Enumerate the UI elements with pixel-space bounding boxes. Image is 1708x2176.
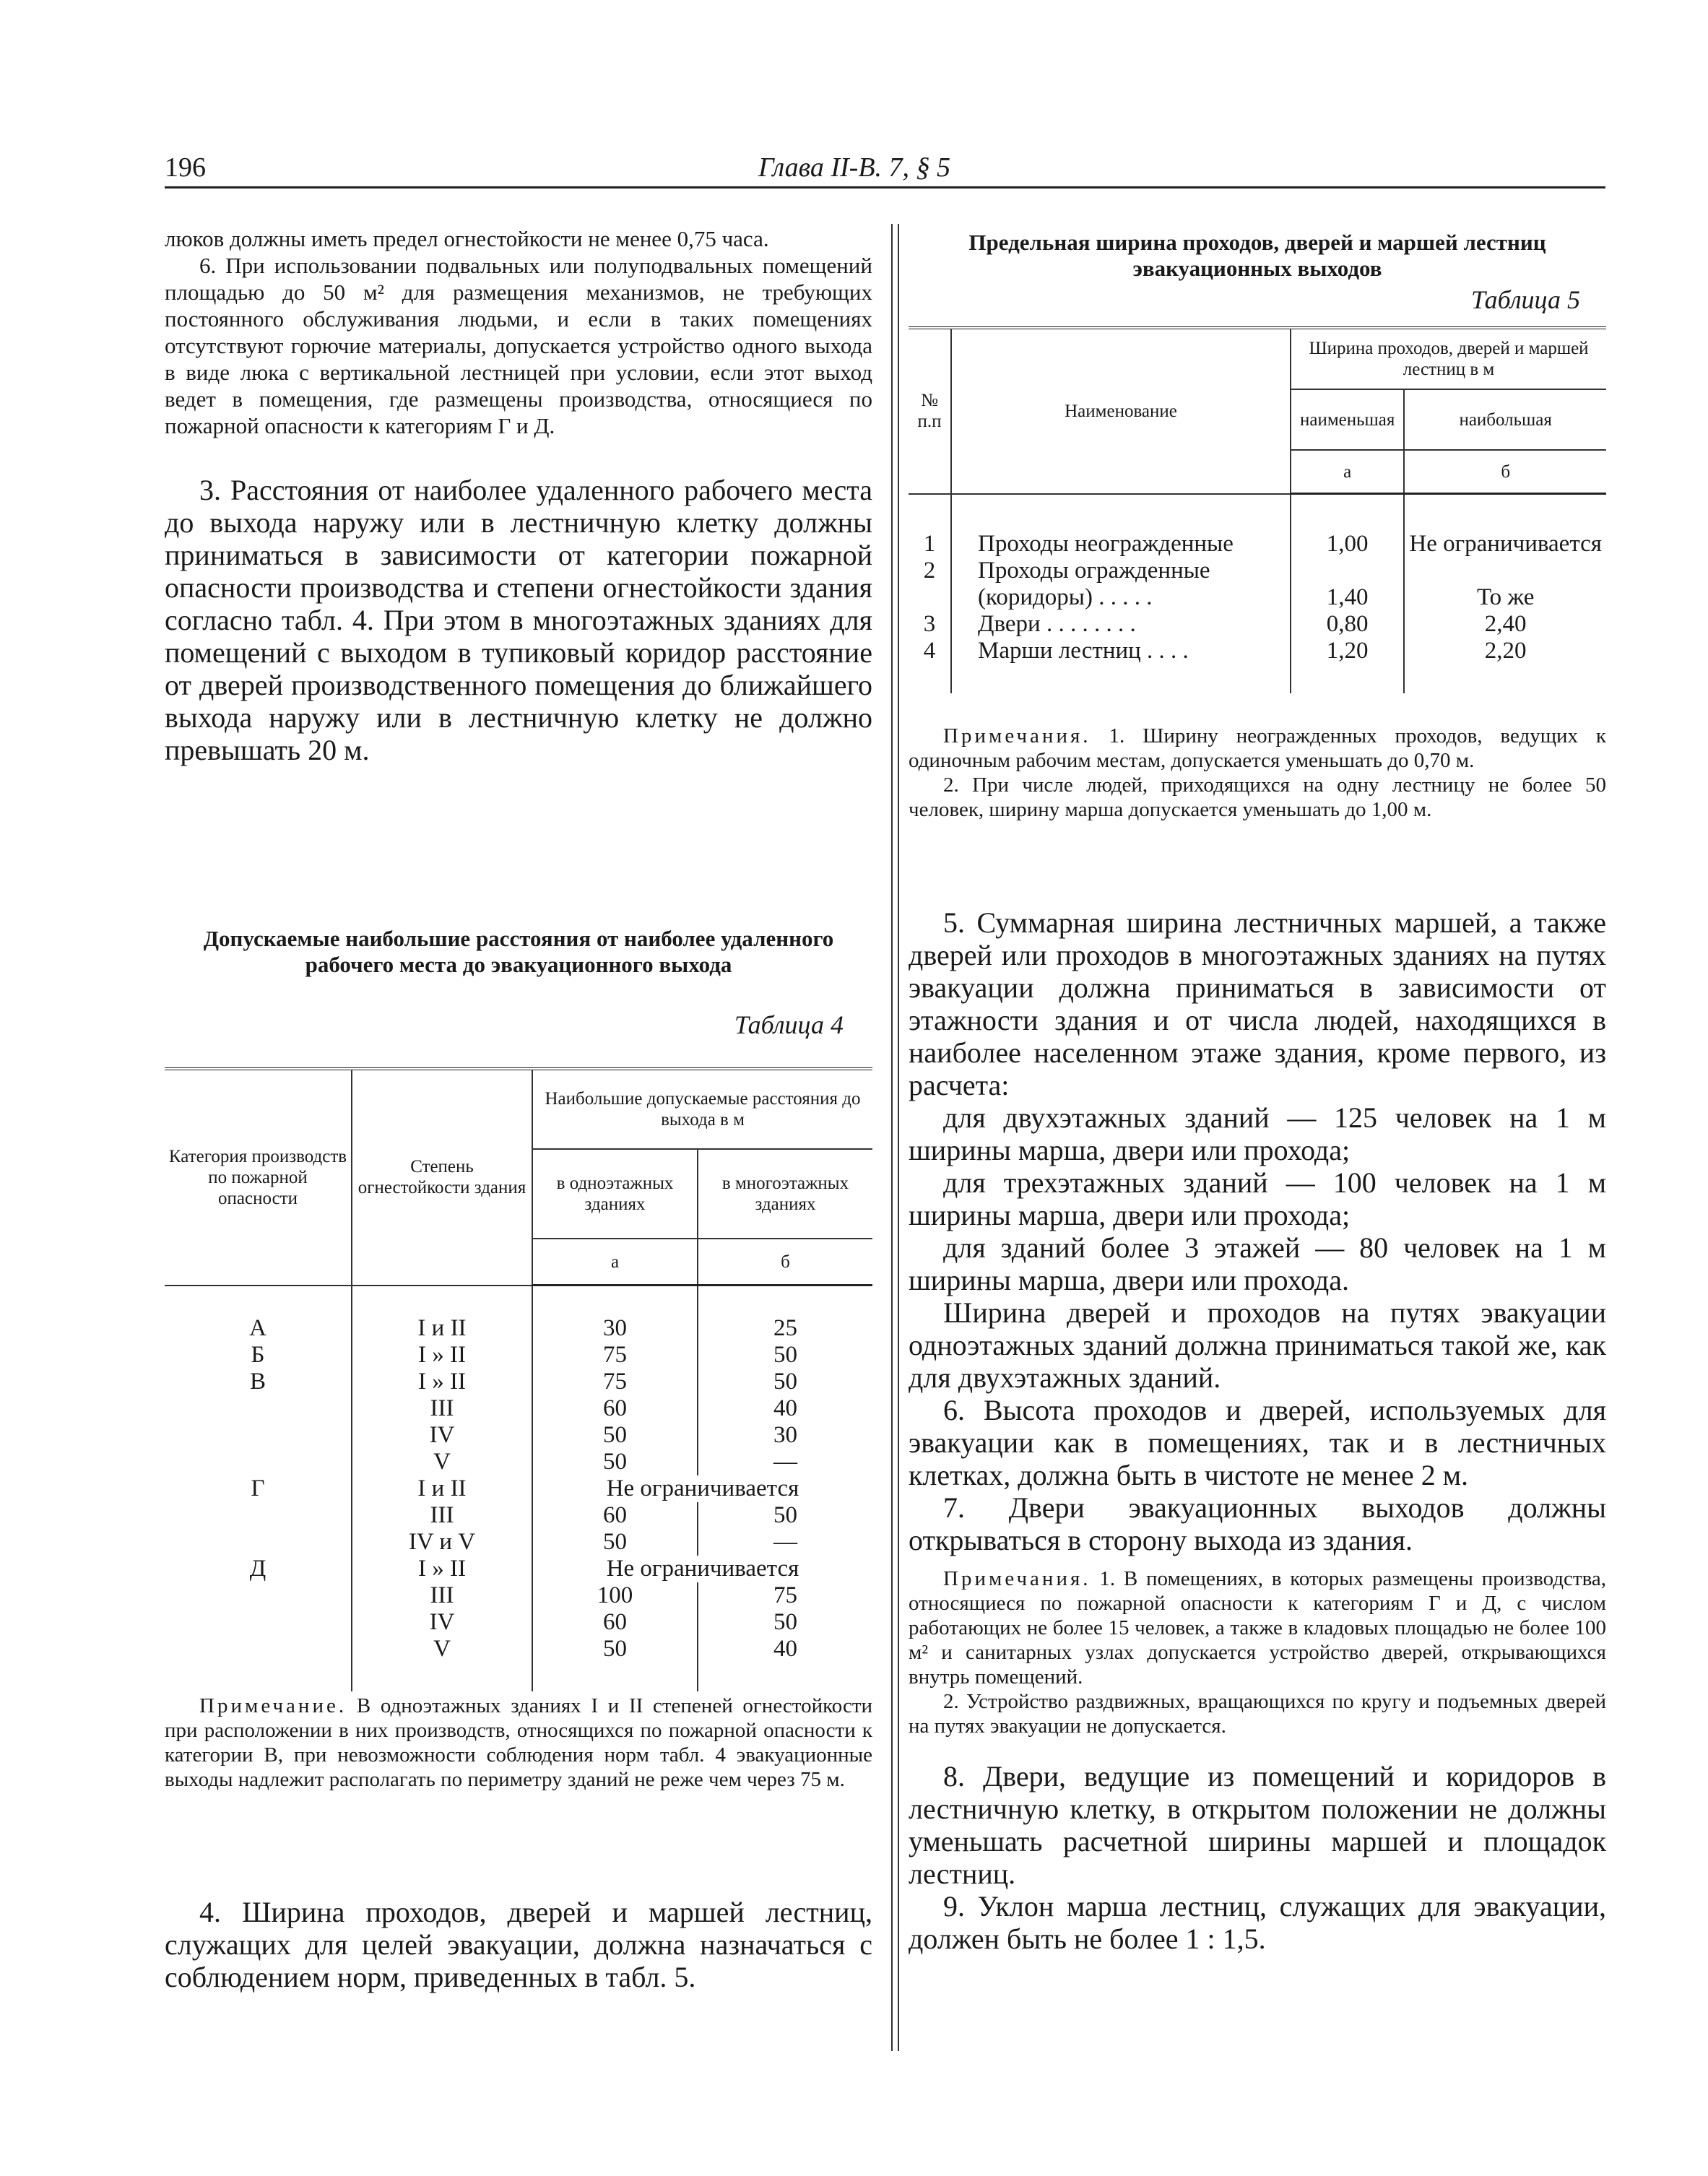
t4-b: 50: [698, 1369, 872, 1395]
table5-label: Таблица 5: [1470, 285, 1580, 314]
table-row: [165, 1582, 872, 1609]
t4-cat: Г: [251, 1475, 265, 1501]
t4-b: 50: [698, 1609, 872, 1636]
t4-header-category: Категория производств по пожарной опасности: [165, 1069, 352, 1286]
t4-deg: III: [352, 1582, 532, 1609]
table-row: [165, 1475, 872, 1502]
t4-a: 60: [532, 1395, 698, 1422]
table-row: [165, 1556, 872, 1582]
t4-a: 75: [532, 1369, 698, 1395]
t5-header-b: б: [1404, 450, 1606, 494]
t4-cat: [165, 1395, 352, 1422]
t4-b: 30: [698, 1422, 872, 1449]
t5-name: Проходы неогражденные: [951, 494, 1291, 558]
table-row: [165, 1502, 872, 1529]
t4-a: 50: [532, 1529, 698, 1556]
table-row: [909, 611, 1606, 638]
t4-b: —: [698, 1529, 872, 1556]
t4-header-max: Наибольшие допускаемые расстояния до выхода в м: [532, 1069, 872, 1149]
t5-b: Не ограничивается: [1404, 494, 1606, 558]
table-row: [165, 1422, 872, 1449]
t5-no: 1: [923, 530, 936, 557]
table-row: [165, 1342, 872, 1369]
t4-b: 50: [698, 1342, 872, 1369]
table5-notes-label: Примечания.: [943, 724, 1091, 747]
t4-header-one: в одноэтажных зданиях: [532, 1149, 698, 1239]
table4-note-label: Примечание.: [199, 1694, 347, 1717]
paragraph-9: 9. Уклон марша лестниц, служащих для эвакуации, должен быть не более 1 : 1,5.: [909, 1890, 1606, 1955]
t4-deg: I и II: [352, 1475, 532, 1502]
t4-deg: IV: [352, 1609, 532, 1636]
t4-cat: А: [249, 1314, 266, 1341]
paragraph-4: 4. Ширина проходов, дверей и маршей лестниц, служащих для целей эвакуации, должна назначаться с соблюдением норм, приведенных в табл. 5.: [165, 1896, 872, 1993]
t4-deg: III: [352, 1395, 532, 1422]
t4-cat: [165, 1449, 352, 1475]
t4-a: 50: [532, 1449, 698, 1475]
t4-header-b: б: [698, 1239, 872, 1286]
table-row: [165, 1609, 872, 1636]
t4-cat: [165, 1636, 352, 1691]
t4-header-multi: в многоэтажных зданиях: [698, 1149, 872, 1239]
t5-header-a: а: [1291, 450, 1404, 494]
notes-7-item-2: 2. Устройство раздвижных, вращающихся по кругу и подъемных дверей на путях эвакуации не допускается.: [909, 1690, 1606, 1738]
t4-cat: [165, 1502, 352, 1529]
t5-header-max: наибольшая: [1404, 389, 1606, 450]
t4-a: 100: [532, 1582, 698, 1609]
column-separator: [891, 224, 899, 2051]
notes-7-label: Примечания.: [943, 1567, 1091, 1590]
table-5: [909, 326, 1606, 693]
left-column-bottom: [165, 1896, 872, 1993]
t4-deg: I » II: [352, 1342, 532, 1369]
table-row: [909, 558, 1606, 611]
t4-deg: IV: [352, 1422, 532, 1449]
t4-header-degree: Степень огнестойкости здания: [352, 1069, 532, 1286]
t4-cat: Б: [251, 1342, 265, 1368]
paragraph-5b: для трехэтажных зданий — 100 человек на 1 м ширины марша, двери или прохода;: [909, 1166, 1606, 1231]
table4-note: [165, 1694, 872, 1792]
t4-cat: В: [249, 1369, 266, 1395]
t4-deg: I и II: [352, 1286, 532, 1343]
t4-merged: Не ограничивается: [532, 1556, 872, 1582]
t4-a: 60: [532, 1609, 698, 1636]
table4-note-text: В одноэтажных зданиях I и II степеней огнестойкости при расположении в них производств, относящихся по пожарной опасности к категории В, при невозможности соблюдения норм табл. 4 эвакуационные выходы надлежит располагать по периметру зданий не реже чем через 75 м.: [165, 1694, 873, 1791]
page-number: 196: [165, 152, 206, 183]
table4-caption: Допускаемые наибольшие расстояния от наиболее удаленного рабочего места до эвакуационного выхода: [203, 926, 834, 977]
table-row: [165, 1449, 872, 1475]
t4-b: 40: [698, 1636, 872, 1691]
table-row: [909, 638, 1606, 693]
intro-continuation: люков должны иметь предел огнестойкости не менее 0,75 часа.: [165, 226, 769, 251]
t4-b: 50: [698, 1502, 872, 1529]
t4-a: 75: [532, 1342, 698, 1369]
right-column-body: [909, 906, 1606, 1955]
t5-b: 2,20: [1404, 638, 1606, 693]
t4-deg: V: [352, 1636, 532, 1691]
table-row: [165, 1636, 872, 1691]
table5-notes: [909, 724, 1606, 822]
t5-a: 0,80: [1291, 611, 1404, 638]
table-row: [165, 1529, 872, 1556]
paragraph-5c: для зданий более 3 этажей — 80 человек на 1 м ширины марша, двери или прохода.: [909, 1231, 1606, 1296]
table-4: [165, 1067, 872, 1691]
table5-note-2: 2. При числе людей, приходящихся на одну лестницу не более 50 человек, ширину марша допускается уменьшать до 1,00 м.: [909, 773, 1606, 821]
t4-a: 30: [532, 1286, 698, 1343]
t4-b: —: [698, 1449, 872, 1475]
t5-no: 4: [923, 638, 936, 664]
paragraph-5: 5. Суммарная ширина лестничных маршей, а также дверей или проходов в многоэтажных зданиях на путях эвакуации должна приниматься в зависимости от этажности здания и от числа людей, находящихся в наиболее населенном этаже здания, кроме первого, из расчета:: [909, 906, 1606, 1101]
t4-a: 50: [532, 1636, 698, 1691]
t5-a: 1,00: [1291, 494, 1404, 558]
table4-label: Таблица 4: [734, 1010, 844, 1039]
table5-note-1: 1. Ширину неогражденных проходов, ведущих к одиночным рабочим местам, допускается уменьшать до 0,70 м.: [909, 724, 1607, 772]
t4-deg: III: [352, 1502, 532, 1529]
t5-header-no: № п.п: [909, 328, 951, 494]
t4-merged: Не ограничивается: [532, 1475, 872, 1502]
t4-a: 50: [532, 1422, 698, 1449]
table-row: [909, 494, 1606, 558]
t5-b: То же: [1404, 558, 1606, 611]
t4-header-a: а: [532, 1239, 698, 1286]
t5-name: Двери . . . . . . . .: [951, 611, 1291, 638]
t5-header-name: Наименование: [951, 328, 1291, 494]
paragraph-5d: Ширина дверей и проходов на путях эвакуации одноэтажных зданий должна приниматься такой же, как для двухэтажных зданий.: [909, 1296, 1606, 1394]
paragraph-7: 7. Двери эвакуационных выходов должны открываться в сторону выхода из здания.: [909, 1491, 1606, 1556]
t5-a: 1,40: [1291, 558, 1404, 611]
table-row: [165, 1369, 872, 1395]
notes-7: [909, 1566, 1606, 1738]
t4-cat: [165, 1609, 352, 1636]
t4-cat: [165, 1422, 352, 1449]
paragraph-8: 8. Двери, ведущие из помещений и коридоров в лестничную клетку, в открытом положении не должны уменьшать расчетной ширины маршей и площадок лестниц.: [909, 1760, 1606, 1890]
t5-name: Марши лестниц . . . .: [951, 638, 1291, 693]
t5-no: 2: [923, 558, 936, 584]
table-row: [165, 1395, 872, 1422]
left-column: [165, 225, 872, 766]
table-row: [165, 1286, 872, 1343]
t5-a: 1,20: [1291, 638, 1404, 693]
t5-header-width: Ширина проходов, дверей и маршей лестниц в м: [1291, 328, 1606, 389]
t4-deg: I » II: [352, 1556, 532, 1582]
paragraph-6: 6. Высота проходов и дверей, используемых для эвакуации как в помещениях, так и в лестничных клетках, должна быть в чистоте не менее 2 м.: [909, 1394, 1606, 1491]
t4-deg: V: [352, 1449, 532, 1475]
t5-no: 3: [923, 611, 936, 637]
chapter-heading: Глава II-В. 7, § 5: [758, 152, 951, 183]
header-rule: [165, 186, 1605, 188]
t5-header-min: наименьшая: [1291, 389, 1404, 450]
t5-name: Проходы огражденные (коридоры) . . . . .: [951, 558, 1291, 611]
t4-b: 25: [698, 1286, 872, 1343]
table5-caption: Предельная ширина проходов, дверей и маршей лестниц эвакуационных выходов: [968, 230, 1546, 281]
t5-b: 2,40: [1404, 611, 1606, 638]
paragraph-5a: для двухэтажных зданий — 125 человек на 1 м ширины марша, двери или прохода;: [909, 1101, 1606, 1166]
t4-cat: [165, 1582, 352, 1609]
t4-cat: [165, 1529, 352, 1556]
t4-deg: I » II: [352, 1369, 532, 1395]
t4-deg: IV и V: [352, 1529, 532, 1556]
item-6-paragraph: 6. При использовании подвальных или полуподвальных помещений площадью до 50 м² для размещения механизмов, не требующих постоянного обслуживания людьми, и если в таких помещениях отсутствуют горючие материалы, допускается устройство одного выхода в виде люка с вертикальной лестницей при условии, если этот выход ведет в помещения, где размещены производства, относящиеся по пожарной опасности к категориям Г и Д.: [165, 253, 872, 438]
paragraph-3: 3. Расстояния от наиболее удаленного рабочего места до выхода наружу или в лестничную клетку должны приниматься в зависимости от категории пожарной опасности производства и степени огнестойкости здания согласно табл. 4. При этом в многоэтажных зданиях для помещений с выходом в тупиковый коридор расстояние от дверей производственного помещения до ближайшего выхода наружу или в лестничную клетку не должно превышать 20 м.: [165, 474, 872, 766]
t4-b: 75: [698, 1582, 872, 1609]
t4-cat: Д: [249, 1556, 266, 1582]
t4-a: 60: [532, 1502, 698, 1529]
t4-b: 40: [698, 1395, 872, 1422]
notes-7-item-1: 1. В помещениях, в которых размещены производства, относящиеся по пожарной опасности к категориям Г и Д, с числом работающих не более 15 человек, а также в кладовых площадью не более 100 м² и санитарных узлах допускается устройство дверей, открывающихся внутрь помещений.: [909, 1567, 1606, 1689]
